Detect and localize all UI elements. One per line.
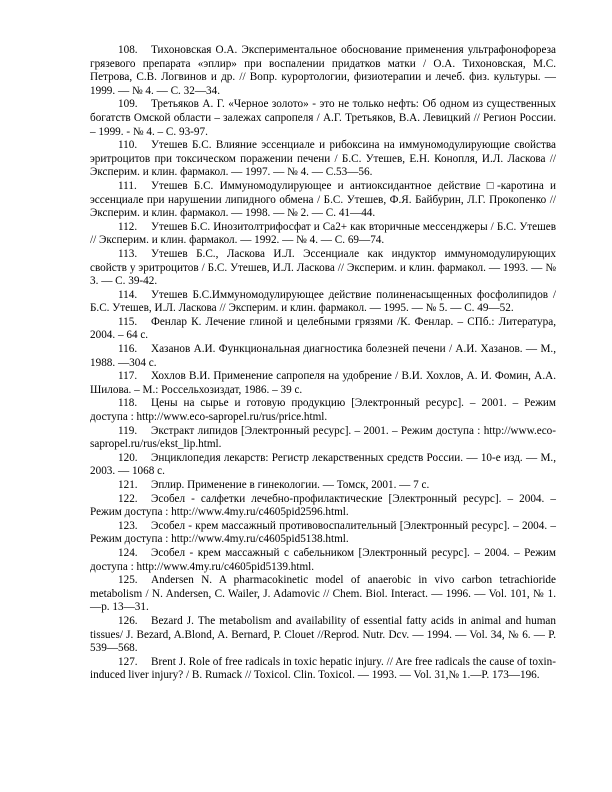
reference-number: 127. (118, 655, 138, 668)
reference-text: Andersen N. A pharmacokinetic model of anaerobic in vivo carbon tetrachioride metabolism / N. Andersen, C. Wailer, J. Adamovic // Chem. Biol. Interact. — 1996. — Vol. 101, № 1.—p. 13—31. (90, 574, 556, 614)
reference-number: 108. (118, 44, 138, 56)
reference-text: Фенлар К. Лечение глиной и целебными грязями /К. Фенлар. – СПб.: Литература, 2004. – 64 с. (90, 315, 556, 342)
reference-item (90, 289, 556, 316)
reference-item (90, 615, 556, 656)
reference-item (90, 547, 556, 574)
reference-text: Эсобел - крем массажный противовоспалительный [Электронный ресурс]. – 2004. – Режим доступа : http://www.4my.ru/c4605pid5138.html. (90, 519, 556, 546)
reference-number: 120. (118, 451, 138, 464)
reference-text: Эсобел - крем массажный с сабельником [Электронный ресурс]. – 2004. – Режим доступа : http://www.4my.ru/c4605pid5139.html. (90, 546, 556, 573)
reference-number: 122. (118, 492, 138, 505)
reference-item (90, 180, 556, 221)
reference-text: Хазанов А.И. Функциональная диагностика болезней печени / А.И. Хазанов. — М., 1988. —304 с. (90, 343, 556, 369)
reference-item (90, 316, 556, 343)
reference-text: Хохлов В.И. Применение сапропеля на удобрение / В.И. Хохлов, А. И. Фомин, А.А. Шилова. – М.: Россельхозиздат, 1986. – 39 с. (90, 370, 556, 396)
reference-item (90, 370, 556, 397)
reference-number: 126. (118, 614, 138, 627)
reference-text: Третьяков А. Г. «Черное золото» - это не только нефть: Об одном из существенных богатств Омской области – залежах сапропеля / А.Г. Третьяков, В.А. Левицкий // Регион России. – 1999. - № 4. – С. 93-97. (90, 98, 556, 138)
reference-number: 109. (118, 98, 138, 111)
reference-item (90, 574, 556, 615)
reference-text: Экстракт липидов [Электронный ресурс]. – 2001. – Режим доступа : http://www.eco-sapropel.ru/rus/ekst_lip.html. (90, 424, 556, 451)
reference-number: 121. (118, 479, 138, 491)
reference-item (90, 139, 556, 180)
reference-number: 113. (118, 247, 138, 260)
reference-text: Brent J. Role of free radicals in toxic hepatic injury. // Are free radicals the cause of toxin-induced liver injury? / B. Rumack // Toxicol. Clin. Toxicol. — 1993. — Vol. 31,№ 1.—P. 173—196. (90, 655, 556, 682)
reference-item (90, 221, 556, 248)
reference-text: Эсобел - салфетки лечебно-профилактические [Электронный ресурс]. – 2004. – Режим доступа : http://www.4my.ru/c4605pid2596.html. (90, 492, 556, 519)
reference-list (90, 44, 556, 683)
reference-item (90, 248, 556, 289)
reference-text: Энциклопедия лекарств: Регистр лекарственных средств России. — 10-е изд. — М., 2003. — 1068 с. (90, 451, 556, 478)
reference-number: 112. (118, 220, 138, 233)
reference-number: 119. (118, 424, 138, 437)
reference-item (90, 656, 556, 683)
reference-text: Утешев Б.С., Ласкова И.Л. Эссенциале как индуктор иммуномодулирующих свойств у эритроцитов / Б.С. Утешев, И.Л. Ласкова // Эксперим. и клин. фармакол. — 1993. — № 3. — С. 39-42. (90, 247, 556, 288)
reference-text: Тихоновская О.А. Экспериментальное обоснование применения ультрафонофореза грязевого препарата «эплир» при воспалении придатков матки / О.А. Тихоновская, М.С. Петрова, С.В. Логвинов и др. // Вопр. курортологии, физиотерапии и лечеб. физ. культуры. — 1999. — № 4. — С. 32—34. (90, 44, 556, 97)
reference-item (90, 44, 556, 98)
reference-text: Утешев Б.С.Иммуномодулирующее действие полиненасыщенных фосфолипидов / Б.С. Утешев, И.Л. Ласкова // Эксперим. и клин. фармакол. — 1995. — № 5. — С. 49—52. (90, 288, 556, 315)
reference-item (90, 493, 556, 520)
reference-item (90, 397, 556, 424)
reference-number: 117. (118, 370, 138, 383)
reference-number: 110. (118, 139, 138, 152)
reference-number: 116. (118, 343, 138, 356)
reference-number: 115. (118, 315, 138, 328)
reference-number: 124. (118, 546, 138, 559)
reference-number: 125. (118, 574, 138, 587)
reference-number: 111. (118, 179, 137, 192)
reference-item (90, 452, 556, 479)
reference-text: Эплир. Применение в гинекологии. — Томск, 2001. — 7 с. (151, 479, 430, 491)
reference-item (90, 98, 556, 139)
reference-item (90, 520, 556, 547)
reference-text: Утешев Б.С. Инозитолтрифосфат и Ca2+ как вторичные мессенджеры / Б.С. Утешев // Эксперим. и клин. фармакол. — 1992. — № 4. — С. 69—74. (90, 220, 556, 247)
reference-item (90, 343, 556, 370)
reference-number: 118. (118, 397, 138, 410)
reference-item (90, 425, 556, 452)
reference-number: 123. (118, 519, 138, 532)
reference-number: 114. (118, 288, 138, 301)
reference-item (90, 479, 556, 493)
reference-text: Цены на сырье и готовую продукцию [Электронный ресурс]. – 2001. – Режим доступа : http://www.eco-sapropel.ru/rus/price.html. (90, 397, 556, 424)
reference-text: Утешев Б.С. Влияние эссенциале и рибоксина на иммуномодулирующие свойства эритроцитов при токсическом поражении печени / Б.С. Утешев, Е.Н. Конопля, И.Л. Ласкова // Эксперим. и клин. фармакол. — 1997. — № 4. — С.53—56. (90, 139, 556, 179)
reference-text: Bezard J. The metabolism and availability of essential fatty acids in animal and human tissues/ J. Bezard, A.Blond, A. Bernard, P. Clouet //Reprod. Nutr. Dcv. — 1994. — Vol. 34, № 6. — P. 539—568. (90, 614, 556, 655)
reference-text: Утешев Б.С. Иммуномодулирующее и антиоксидантное действие □-каротина и эссенциале при нарушении липидного обмена / Б.С. Утешев, Ф.Я. Байбурин, Л.Г. Прокопенко // Эксперим. и клин. фармакол. — 1998. — № 2. — С. 41—44. (90, 179, 556, 220)
